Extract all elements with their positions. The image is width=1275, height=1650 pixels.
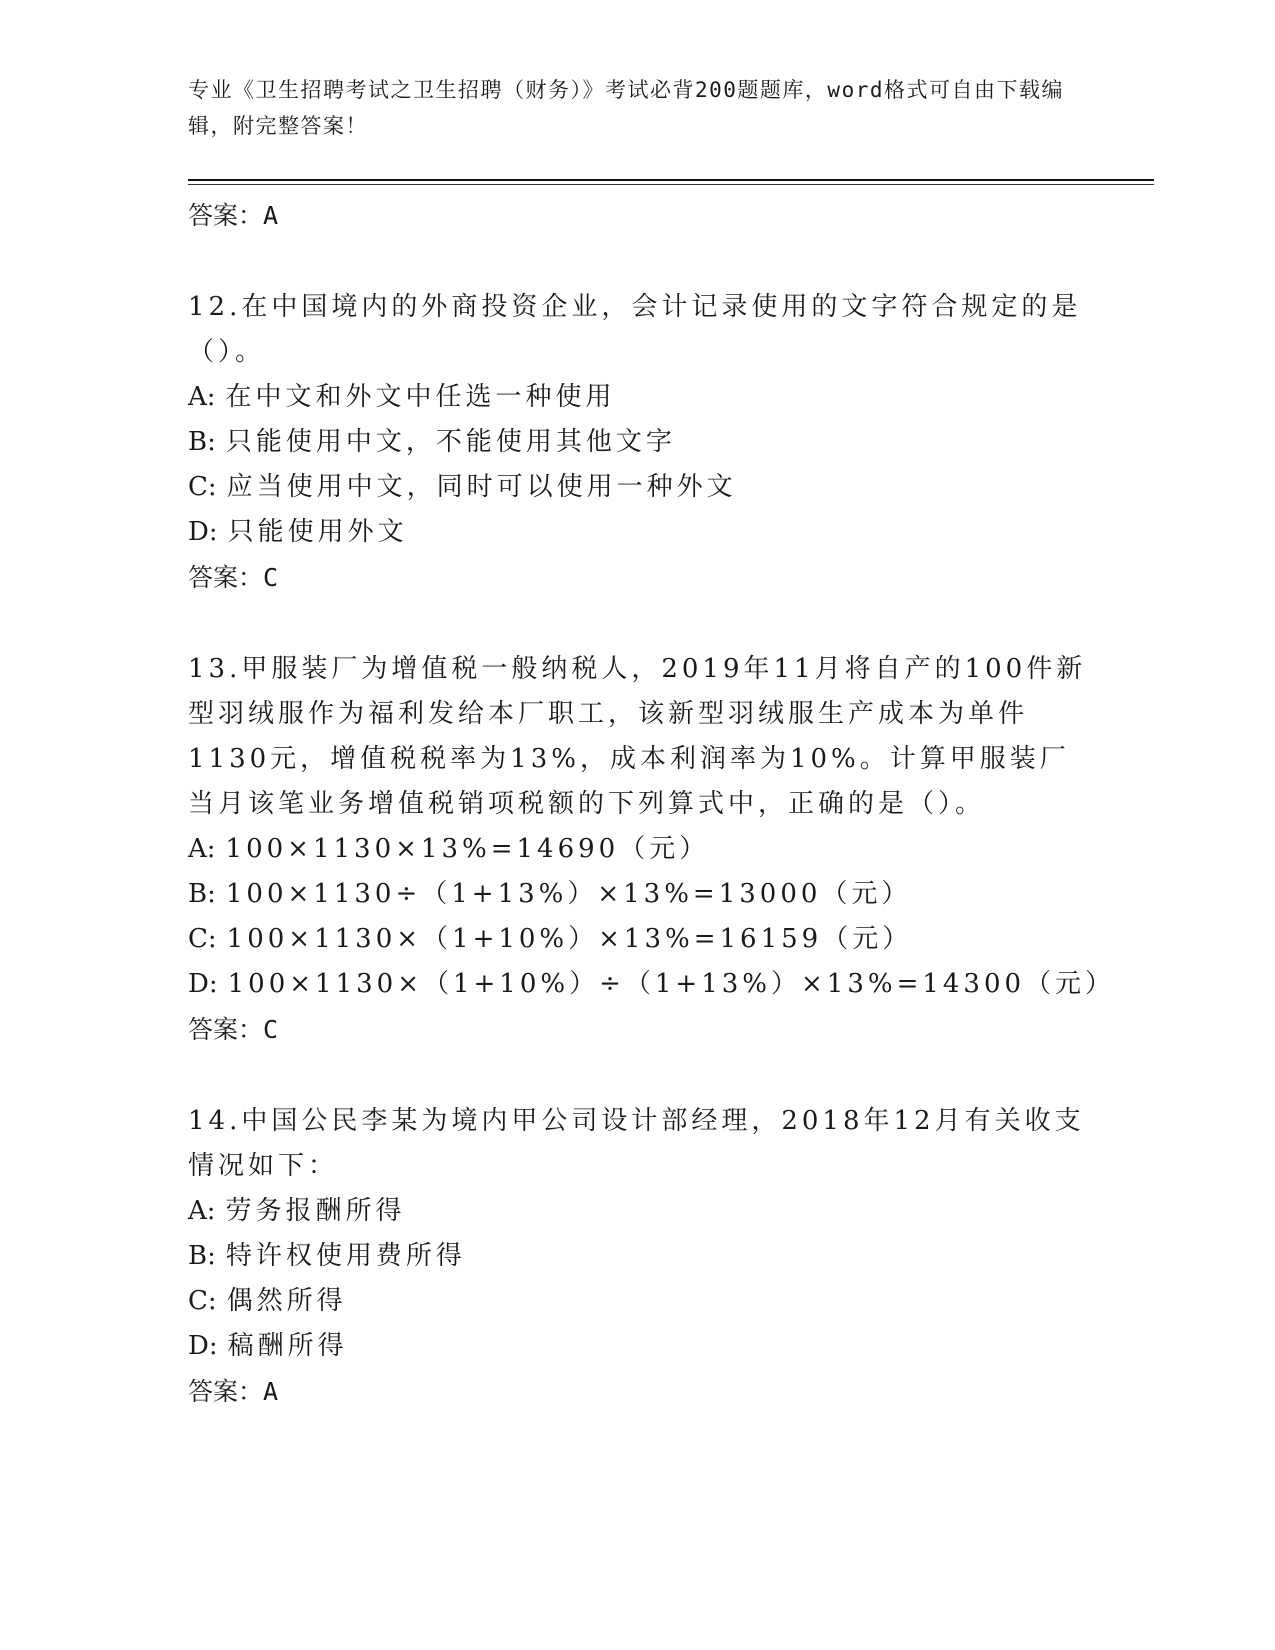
option-a — [188, 827, 1088, 872]
option-text: 100×1130×13%=14690（元） — [225, 834, 710, 864]
answer-prefix: 答案： — [188, 563, 264, 592]
question-text: 13.甲服装厂为增值税一般纳税人，2019年11月将自产的100件新型羽绒服作为福利发给本厂职工，该新型羽绒服生产成本为单件1130元，增值税税率为13%，成本利润率为10%。计算甲服装厂当月该笔业务增值税销项税额的下列算式中，正确的是（）。 — [188, 654, 1087, 819]
option-text: 只能使用中文，不能使用其他文字 — [225, 427, 676, 457]
option-b — [188, 1234, 1088, 1279]
option-label: C: — [188, 1286, 217, 1316]
header-rule-thick — [188, 179, 1154, 181]
option-text: 稿酬所得 — [227, 1331, 348, 1361]
option-text: 100×1130÷（1+13%）×13%=13000（元） — [225, 879, 912, 909]
question-list — [188, 193, 1116, 1415]
option-a — [188, 375, 1088, 420]
option-text: 劳务报酬所得 — [225, 1196, 406, 1226]
option-label: B: — [188, 427, 216, 457]
option-text: 在中文和外文中任选一种使用 — [225, 382, 616, 412]
option-c — [188, 465, 1088, 510]
question-14 — [188, 1099, 1088, 1415]
option-label: C: — [188, 472, 217, 502]
option-label: C: — [188, 924, 217, 954]
question-12 — [188, 285, 1088, 601]
option-text: 只能使用外文 — [227, 517, 408, 547]
question-text: 14.中国公民李某为境内甲公司设计部经理，2018年12月有关收支情况如下： — [188, 1106, 1085, 1181]
option-label: A: — [188, 382, 216, 412]
option-text: 100×1130×（1+10%）÷（1+13%）×13%=14300（元） — [227, 969, 1116, 999]
header-rule-thin — [188, 184, 1154, 185]
question-text: 12.在中国境内的外商投资企业，会计记录使用的文字符合规定的是（）。 — [188, 292, 1082, 367]
option-label: A: — [188, 1196, 216, 1226]
question-answer — [188, 1369, 1088, 1415]
option-label: B: — [188, 1241, 216, 1271]
option-label: B: — [188, 879, 216, 909]
option-d — [188, 1324, 1088, 1369]
option-d — [188, 510, 1088, 555]
previous-answer — [188, 193, 1088, 239]
question-answer — [188, 1007, 1088, 1053]
option-a — [188, 1189, 1088, 1234]
answer-prefix: 答案： — [188, 1377, 264, 1406]
question-answer — [188, 555, 1088, 601]
answer-prefix: 答案： — [188, 1015, 264, 1044]
answer-value: C — [263, 563, 280, 592]
document-header: 专业《卫生招聘考试之卫生招聘（财务）》考试必背200题题库，word格式可自由下载编辑，附完整答案！ — [188, 78, 1064, 138]
answer-value: A — [263, 201, 280, 230]
question-13 — [188, 647, 1116, 1053]
option-c — [188, 1279, 1088, 1324]
option-c — [188, 917, 1088, 962]
option-b — [188, 872, 1088, 917]
option-b — [188, 420, 1088, 465]
option-label: D: — [188, 969, 218, 999]
option-label: D: — [188, 1331, 218, 1361]
option-text: 100×1130×（1+10%）×13%=16159（元） — [226, 924, 913, 954]
option-d — [188, 962, 1116, 1007]
answer-value: C — [263, 1015, 280, 1044]
answer-prefix: 答案： — [188, 201, 264, 230]
option-text: 特许权使用费所得 — [225, 1241, 466, 1271]
option-label: A: — [188, 834, 216, 864]
answer-value: A — [263, 1377, 280, 1406]
option-text: 应当使用中文，同时可以使用一种外文 — [226, 472, 737, 502]
option-text: 偶然所得 — [226, 1286, 347, 1316]
option-label: D: — [188, 517, 218, 547]
